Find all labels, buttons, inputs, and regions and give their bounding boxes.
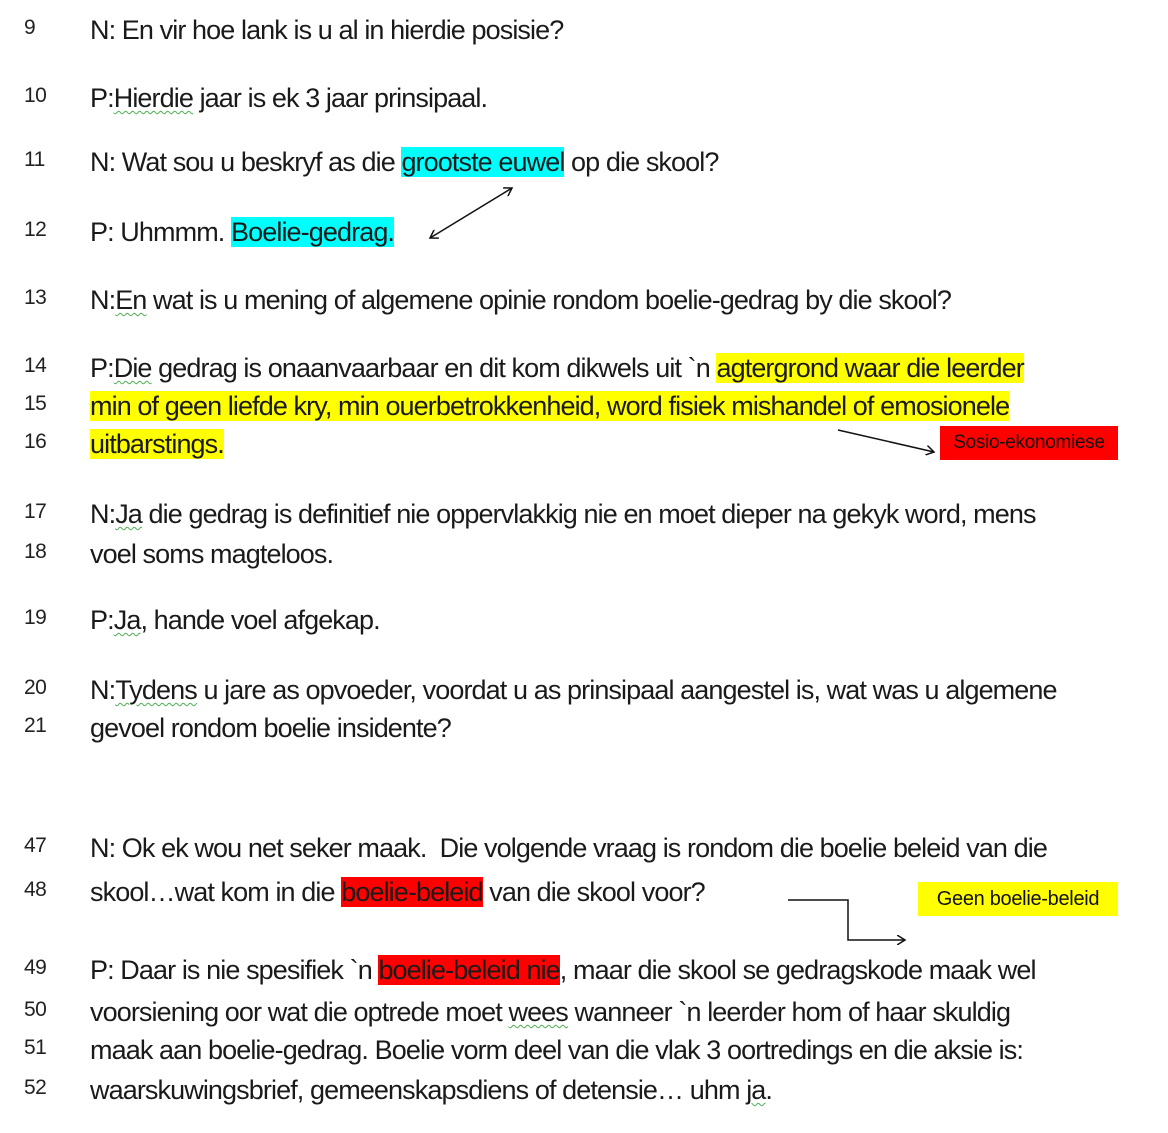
line-number: 14: [24, 354, 47, 377]
line-number: 51: [24, 1036, 47, 1059]
highlighted-text: Boelie-gedrag.: [231, 217, 395, 247]
text-segment: maak aan boelie-gedrag. Boelie vorm deel van die vlak 3 oortredings en die aksie is:: [90, 1035, 1023, 1065]
text-segment: N:: [90, 285, 116, 315]
text-segment: wat is u mening of algemene opinie rondom boelie-gedrag by die skool?: [146, 285, 951, 315]
highlighted-text: min of geen liefde kry, min ouerbetrokkenheid, word fisiek mishandel of emosionele: [90, 391, 1010, 421]
highlighted-text: uitbarstings.: [90, 429, 224, 459]
text-segment: N:: [90, 675, 116, 705]
text-segment: En: [115, 285, 147, 315]
line-number: 20: [24, 676, 47, 699]
text-segment: N: Wat sou u beskryf as die: [90, 147, 402, 177]
line-number: 19: [24, 606, 47, 629]
text-segment: Ja: [115, 499, 142, 529]
line-number: 11: [24, 148, 45, 171]
text-segment: Hierdie: [113, 83, 193, 113]
line-number: 49: [24, 956, 47, 979]
text-segment: u jare as opvoeder, voordat u as prinsipaal aangestel is, wat was u algemene: [196, 675, 1057, 705]
line-number: 16: [24, 430, 47, 453]
geen-boelie-beleid-label: Geen boelie-beleid: [918, 882, 1118, 916]
text-segment: Ja: [113, 605, 141, 635]
line-number: 18: [24, 540, 47, 563]
text-segment: jaar is ek 3 jaar prinsipaal.: [192, 83, 488, 113]
text-segment: P: Uhmmm.: [90, 217, 232, 247]
text-segment: gevoel rondom boelie insidente?: [90, 713, 451, 743]
text-segment: .: [765, 1075, 773, 1105]
text-segment: P:: [90, 83, 114, 113]
text-segment: van die skool voor?: [482, 877, 705, 907]
text-segment: , hande voel afgekap.: [140, 605, 380, 635]
line-number: 47: [24, 834, 47, 857]
sosio-ekonomiese-label: Sosio-ekonomiese: [940, 426, 1118, 460]
text-segment: die gedrag is definitief nie oppervlakkig nie en moet dieper na gekyk word, mens: [141, 499, 1036, 529]
text-segment: P:: [90, 353, 114, 383]
text-segment: N: Ok ek wou net seker maak. Die volgende vraag is rondom die boelie beleid van die: [90, 833, 1047, 863]
double-arrow-euwel-gedrag: [430, 188, 512, 238]
text-segment: N:: [90, 499, 116, 529]
arrow-to-sosio-label: [838, 430, 934, 452]
text-segment: wanneer `n leerder hom of haar skuldig: [567, 997, 1011, 1027]
text-segment: P: Daar is nie spesifiek `n: [90, 955, 379, 985]
line-number: 9: [24, 16, 36, 39]
text-segment: N: En vir hoe lank is u al in hierdie posisie?: [90, 15, 564, 45]
line-number: 50: [24, 998, 47, 1021]
text-segment: Tydens: [115, 675, 197, 705]
line-number: 13: [24, 286, 47, 309]
arrow-to-beleid-label: [788, 900, 905, 940]
line-number: 12: [24, 218, 47, 241]
highlighted-text: boelie-beleid nie: [378, 955, 560, 985]
text-segment: skool…wat kom in die: [90, 877, 342, 907]
text-segment: , maar die skool se gedragskode maak wel: [559, 955, 1036, 985]
text-segment: P:: [90, 605, 114, 635]
line-number: 17: [24, 500, 47, 523]
highlighted-text: agtergrond waar die leerder: [716, 353, 1024, 383]
highlighted-text: grootste euwel: [401, 147, 565, 177]
line-number: 52: [24, 1076, 47, 1099]
text-segment: wees: [508, 997, 568, 1027]
line-number: 48: [24, 878, 47, 901]
line-number: 15: [24, 392, 47, 415]
text-segment: voorsiening oor wat die optrede moet: [90, 997, 509, 1027]
text-segment: op die skool?: [564, 147, 719, 177]
line-number: 10: [24, 84, 47, 107]
line-number: 21: [24, 714, 47, 737]
text-segment: gedrag is onaanvaarbaar en dit kom dikwels uit `n: [151, 353, 717, 383]
highlighted-text: boelie-beleid: [341, 877, 483, 907]
text-segment: ja: [746, 1075, 766, 1105]
text-segment: voel soms magteloos.: [90, 539, 334, 569]
text-segment: Die: [113, 353, 152, 383]
text-segment: waarskuwingsbrief, gemeenskapsdiens of detensie… uhm: [90, 1075, 747, 1105]
